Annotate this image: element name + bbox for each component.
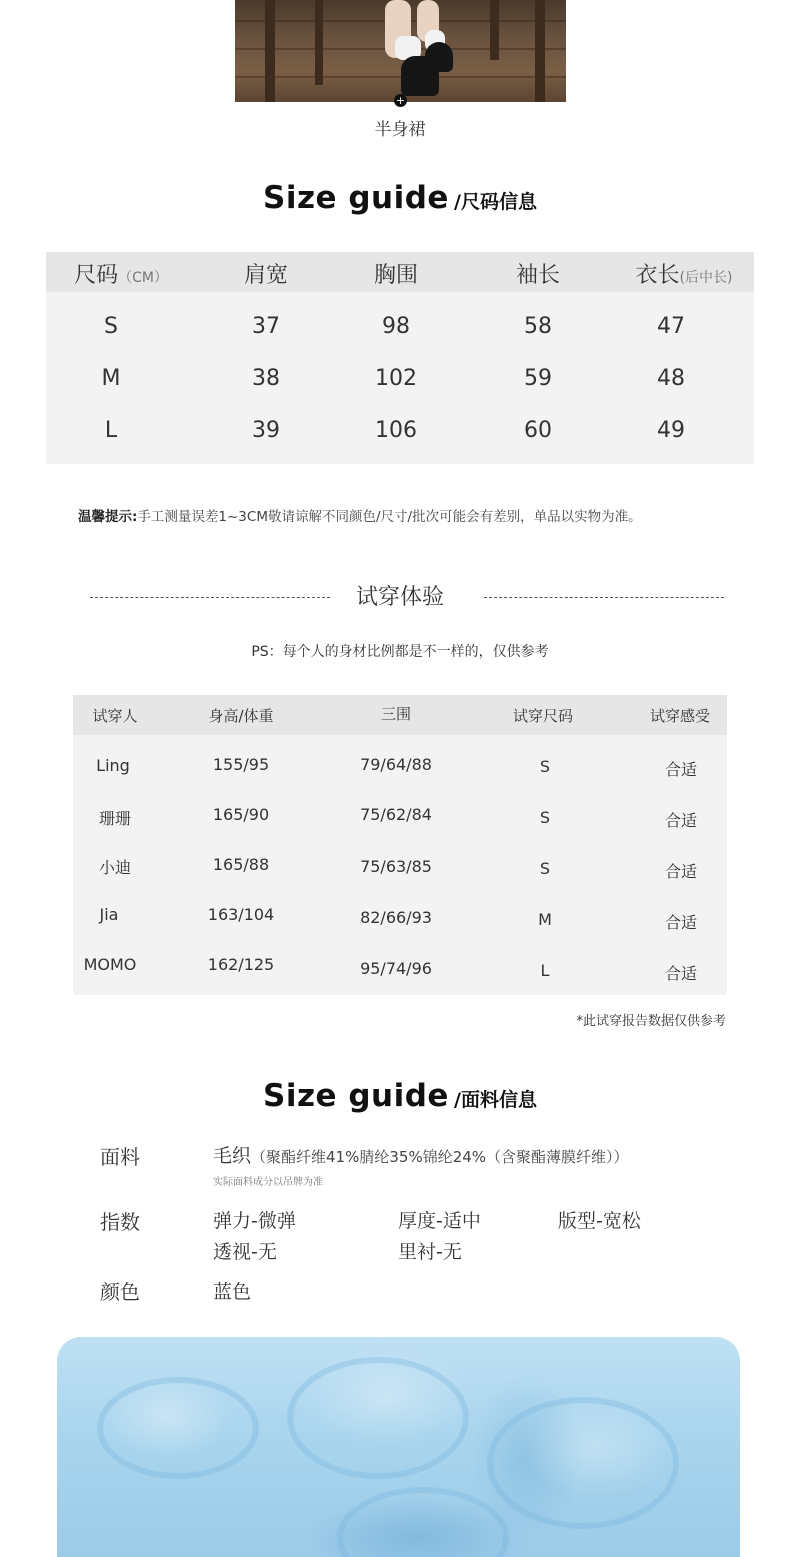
size-header-size: [46, 258, 196, 289]
size-cell: 37: [252, 314, 280, 339]
size-cell: 47: [657, 314, 685, 339]
trial-cell: Ling: [96, 756, 130, 775]
color-value: 蓝色: [213, 1281, 252, 1303]
index-thickness: 厚度-适中: [398, 1210, 481, 1232]
size-cell: 49: [657, 418, 685, 443]
trial-cell: S: [539, 808, 551, 827]
size-header-shoulder: [206, 258, 326, 289]
trial-cell: 163/104: [207, 905, 275, 924]
fabric-main: 毛织: [213, 1145, 252, 1167]
header-label: 衣长: [635, 263, 680, 288]
size-guide-title: Size guide: [263, 180, 449, 216]
trial-cell: 79/64/88: [360, 755, 432, 774]
trial-table: [73, 695, 727, 995]
trial-header-feeling: 试穿感受: [649, 707, 710, 725]
trial-cell: S: [539, 757, 551, 776]
trial-cell: 82/66/93: [360, 908, 432, 927]
trial-cell: 小迪: [98, 858, 131, 877]
size-header-chest: [336, 258, 456, 289]
size-cell: 59: [524, 366, 552, 391]
tip-label: 温馨提示:: [78, 509, 138, 525]
trial-cell: 合适: [664, 862, 697, 881]
size-cell: 106: [375, 418, 417, 443]
trial-cell: 75/62/84: [360, 805, 432, 824]
product-photo-top: [235, 0, 566, 102]
trial-cell: 75/63/85: [360, 857, 432, 876]
trial-cell: M: [538, 910, 552, 929]
trial-cell: 合适: [664, 913, 697, 932]
trial-cell: 165/90: [212, 805, 270, 824]
fabric-guide-title: Size guide: [263, 1078, 449, 1114]
index-transparency: 透视-无: [213, 1241, 277, 1263]
size-guide-heading: [0, 180, 800, 216]
fabric-value: [213, 1141, 629, 1168]
index-label: 指数: [100, 1210, 140, 1234]
size-cell: 38: [252, 366, 280, 391]
measurement-tip: [78, 505, 642, 525]
trial-header-height-weight: 身高/体重: [208, 707, 274, 725]
color-label: 颜色: [100, 1280, 140, 1304]
header-label: 尺码: [74, 263, 119, 288]
header-label: 袖长: [515, 263, 560, 288]
header-label: 肩宽: [243, 263, 288, 288]
trial-cell: MOMO: [83, 955, 137, 974]
trial-cell: 155/95: [212, 755, 270, 774]
trial-header-size: 试穿尺码: [512, 707, 573, 725]
tip-text: 手工测量误差1~3CM敬请谅解不同颜色/尺寸/批次可能会有差别，单品以实物为准。: [137, 509, 642, 525]
trial-cell: 95/74/96: [360, 959, 432, 978]
trial-cell: Jia: [99, 905, 119, 924]
fabric-label: 面料: [100, 1145, 140, 1169]
trial-cell: 合适: [664, 811, 697, 830]
size-cell: 58: [524, 314, 552, 339]
trial-cell: 165/88: [212, 855, 270, 874]
trial-cell: L: [540, 961, 550, 980]
dashed-divider-left: [90, 597, 330, 598]
fabric-guide-heading: [0, 1078, 800, 1114]
fabric-composition: （聚酯纤维41%腈纶35%锦纶24%（含聚酯薄膜纤维））: [251, 1148, 629, 1166]
trial-header-person: 试穿人: [92, 707, 138, 725]
header-unit: (后中长): [679, 270, 733, 286]
size-cell: 60: [524, 418, 552, 443]
index-elasticity: 弹力-微弹: [213, 1210, 296, 1232]
trial-cell: 162/125: [207, 955, 275, 974]
size-cell: S: [104, 314, 118, 339]
knit-fabric-photo: [57, 1337, 740, 1557]
trial-title: 试穿体验: [355, 585, 444, 610]
fabric-guide-subtitle: /面料信息: [454, 1089, 537, 1111]
trial-cell: S: [539, 859, 551, 878]
size-cell: 48: [657, 366, 685, 391]
trial-ps-note: PS：每个人的身材比例都是不一样的，仅供参考: [251, 644, 549, 660]
trial-cell: 合适: [664, 964, 697, 983]
dashed-divider-right: [484, 597, 724, 598]
size-cell: M: [101, 366, 121, 391]
size-cell: 39: [252, 418, 280, 443]
index-lining: 里衬-无: [398, 1241, 462, 1263]
size-header-length: [616, 258, 752, 289]
trial-header-measurements: 三围: [380, 705, 411, 723]
trial-cell: 合适: [664, 760, 697, 779]
size-table: [46, 252, 754, 464]
size-cell: L: [104, 418, 118, 443]
photo-caption: 半身裙: [374, 120, 426, 140]
trial-cell: 珊珊: [98, 809, 131, 828]
size-cell: 102: [375, 366, 417, 391]
size-guide-subtitle: /尺码信息: [454, 191, 537, 213]
index-fit: 版型-宽松: [558, 1210, 641, 1232]
size-header-sleeve: [478, 258, 598, 289]
size-cell: 98: [382, 314, 410, 339]
header-unit: （CM）: [118, 270, 168, 286]
fabric-composition-note: 实际面料成分以吊牌为准: [213, 1177, 323, 1188]
trial-report-note: *此试穿报告数据仅供参考: [576, 1014, 726, 1029]
plus-icon[interactable]: +: [395, 94, 406, 107]
header-label: 胸围: [373, 263, 418, 288]
